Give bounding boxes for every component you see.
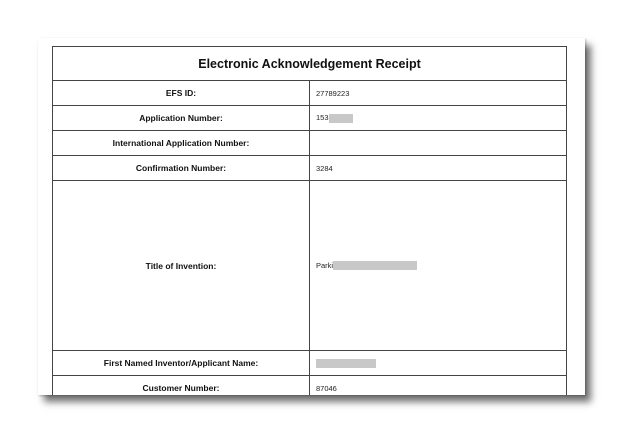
international-application-number-value — [310, 131, 567, 156]
efs-id-value: 27789223 — [310, 81, 567, 106]
title-of-invention-value: Parki — [316, 260, 334, 270]
application-number-label: Application Number: — [53, 106, 310, 131]
table-row-customer-number — [53, 376, 567, 396]
application-number-cell — [310, 106, 567, 131]
receipt-title: Electronic Acknowledgement Receipt — [53, 47, 567, 81]
table-row-title-of-invention — [53, 181, 567, 351]
customer-number-value: 87046 — [310, 376, 567, 396]
first-named-inventor-label: First Named Inventor/Applicant Name: — [53, 351, 310, 376]
international-application-number-label: International Application Number: — [53, 131, 310, 156]
table-row-efs-id — [53, 81, 567, 106]
table-row-first-named-inventor — [53, 351, 567, 376]
application-number-value: 153 — [316, 113, 329, 123]
table-row-international-application-number — [53, 131, 567, 156]
table-row-confirmation-number — [53, 156, 567, 181]
redaction-block — [316, 359, 376, 368]
efs-id-label: EFS ID: — [53, 81, 310, 106]
first-named-inventor-cell — [310, 351, 567, 376]
title-of-invention-cell — [310, 181, 567, 351]
table-row-application-number — [53, 106, 567, 131]
confirmation-number-label: Confirmation Number: — [53, 156, 310, 181]
confirmation-number-value: 3284 — [310, 156, 567, 181]
redaction-block — [329, 114, 353, 123]
acknowledgement-receipt-table — [52, 46, 567, 395]
receipt-page — [38, 38, 585, 395]
redaction-block — [333, 261, 417, 270]
table-title-row — [53, 47, 567, 81]
title-of-invention-label: Title of Invention: — [53, 181, 310, 351]
customer-number-label: Customer Number: — [53, 376, 310, 396]
